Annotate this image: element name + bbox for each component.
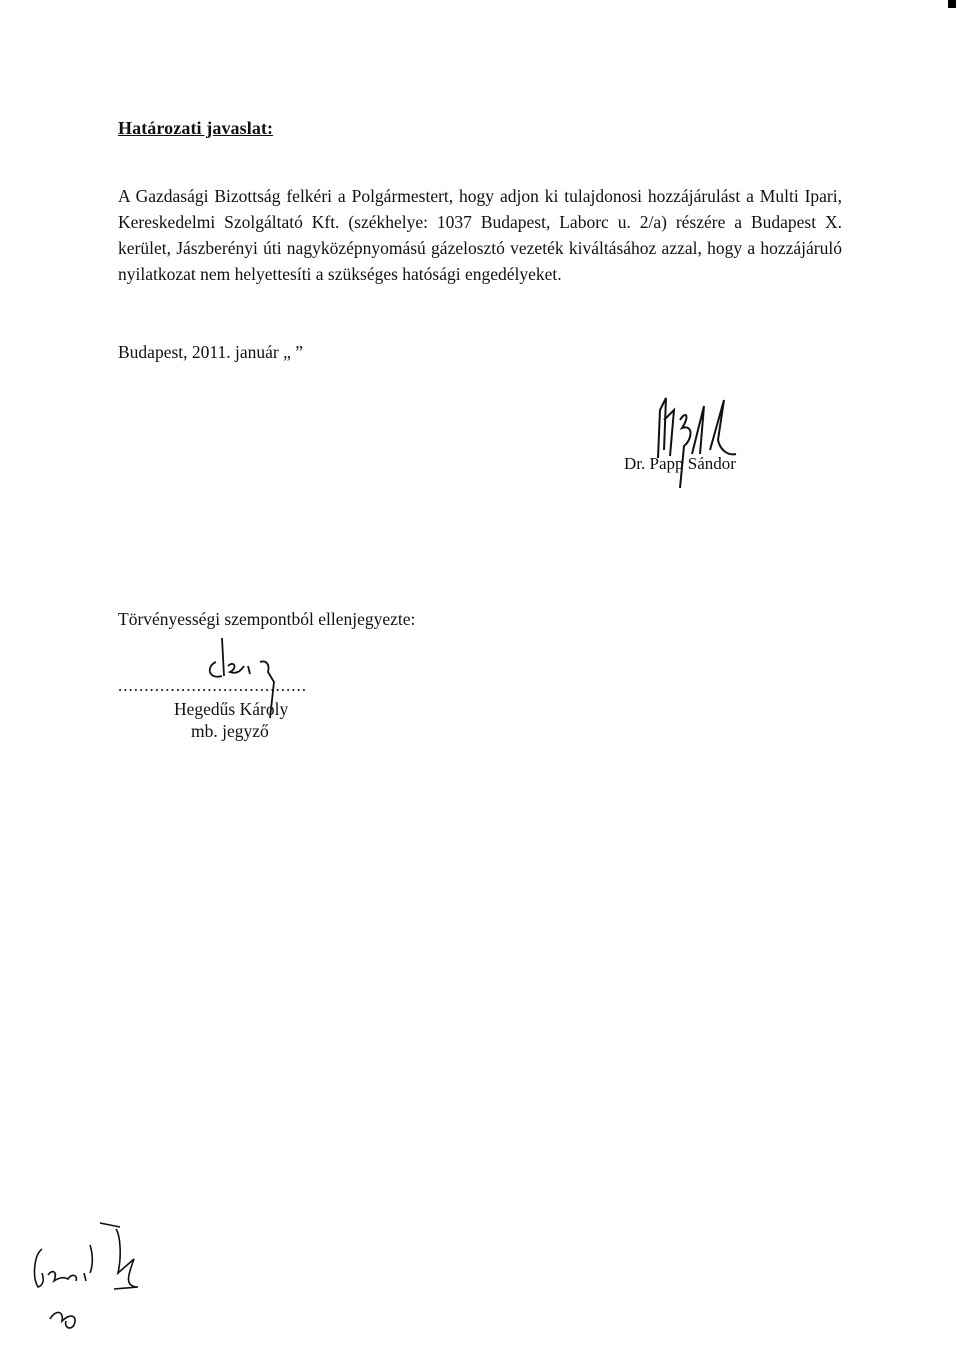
corner-mark — [948, 0, 956, 8]
signature-dotted-line: .................................... — [118, 676, 307, 695]
review-label: Törvényességi szempontból ellenjegyezte: — [118, 609, 416, 629]
resolution-text: A Gazdasági Bizottság felkéri a Polgármestert, hogy adjon ki tulajdonosi hozzájárulást a Multi Ipari, Kereskedelmi Szolgáltató Kft. (székhelye: 1037 Budapest, Laborc u. 2/a) részére a Budapest X. kerület, Jászberényi úti nagyközépnyomású gázelosztó vezeték kiváltásához azzal, hogy a hozzájáruló nyilatkozat nem helyettesíti a szükséges hatósági engedélyeket. — [118, 186, 842, 284]
clerk-name: Hegedűs Károly — [174, 699, 289, 719]
mayor-name: Dr. Papp Sándor — [624, 454, 736, 473]
clerk-title: mb. jegyző — [191, 721, 269, 741]
page-heading: Határozati javaslat: — [118, 118, 274, 138]
date-line: Budapest, 2011. január „ ” — [118, 342, 303, 362]
margin-initials — [30, 1215, 170, 1335]
